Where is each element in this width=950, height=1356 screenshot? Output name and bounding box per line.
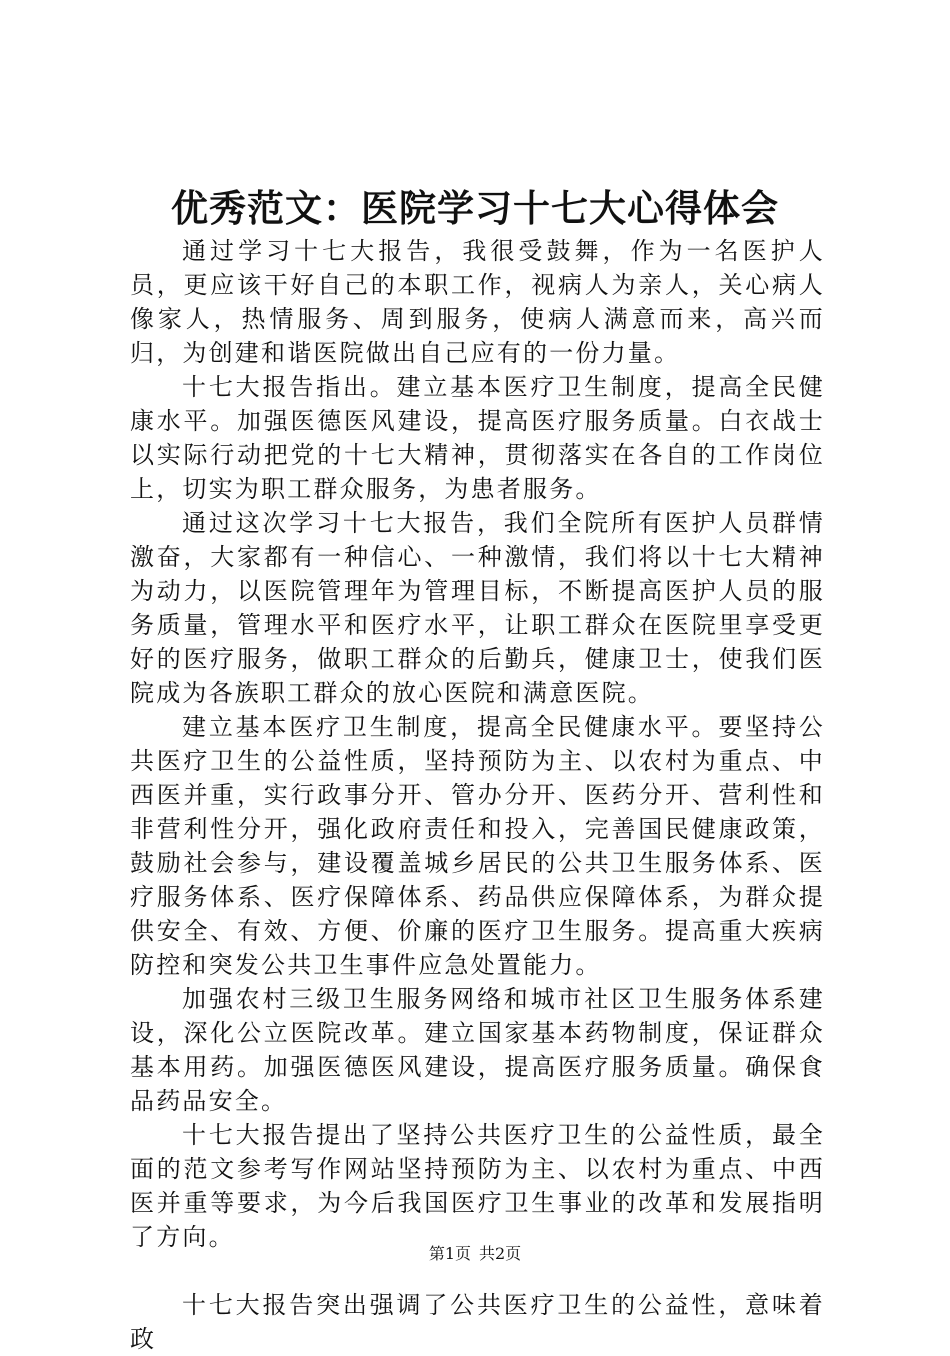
paragraph: 通过这次学习十七大报告，我们全院所有医护人员群情激奋，大家都有一种信心、一种激情，我们将以十七大精神为动力，以医院管理年为管理目标，不断提高医护人员的服务质量，管理水平和医疗水平，让职工群众在医院里享受更好的医疗服务，做职工群众的后勤兵，健康卫士，使我们医院成为各族职工群众的放心医院和满意医院。	[130, 509, 825, 707]
paragraph: 十七大报告提出了坚持公共医疗卫生的公益性质，最全面的范文参考写作网站坚持预防为主、以农村为重点、中西医并重等要求，为今后我国医疗卫生事业的改革和发展指明了方向。	[130, 1121, 825, 1251]
page-number-current: 第1页	[428, 1244, 471, 1263]
page-number-total: 共2页	[479, 1244, 522, 1263]
paragraph: 建立基本医疗卫生制度，提高全民健康水平。要坚持公共医疗卫生的公益性质，坚持预防为主、以农村为重点、中西医并重，实行政事分开、管办分开、医药分开、营利性和非营利性分开，强化政府责任和投入，完善国民健康政策，鼓励社会参与，建设覆盖城乡居民的公共卫生服务体系、医疗服务体系、医疗保障体系、药品供应保障体系，为群众提供安全、有效、方便、价廉的医疗卫生服务。提高重大疾病防控和突发公共卫生事件应急处置能力。	[130, 713, 825, 979]
document-title: 优秀范文：医院学习十七大心得体会	[171, 186, 779, 230]
paragraph: 通过学习十七大报告，我很受鼓舞，作为一名医护人员，更应该干好自己的本职工作，视病人为亲人，关心病人像家人，热情服务、周到服务，使病人满意而来，高兴而归，为创建和谐医院做出自己应有的一份力量。	[130, 237, 825, 367]
document-body	[130, 234, 825, 1356]
paragraph: 加强农村三级卫生服务网络和城市社区卫生服务体系建设，深化公立医院改革。建立国家基本药物制度，保证群众基本用药。加强医德医风建设，提高医疗服务质量。确保食品药品安全。	[130, 985, 825, 1115]
page-footer	[0, 1243, 950, 1265]
paragraph: 十七大报告突出强调了公共医疗卫生的公益性，意味着政	[130, 1291, 825, 1353]
paragraph: 十七大报告指出。建立基本医疗卫生制度，提高全民健康水平。加强医德医风建设，提高医疗服务质量。白衣战士以实际行动把党的十七大精神，贯彻落实在各自的工作岗位上，切实为职工群众服务，为患者服务。	[130, 373, 825, 503]
